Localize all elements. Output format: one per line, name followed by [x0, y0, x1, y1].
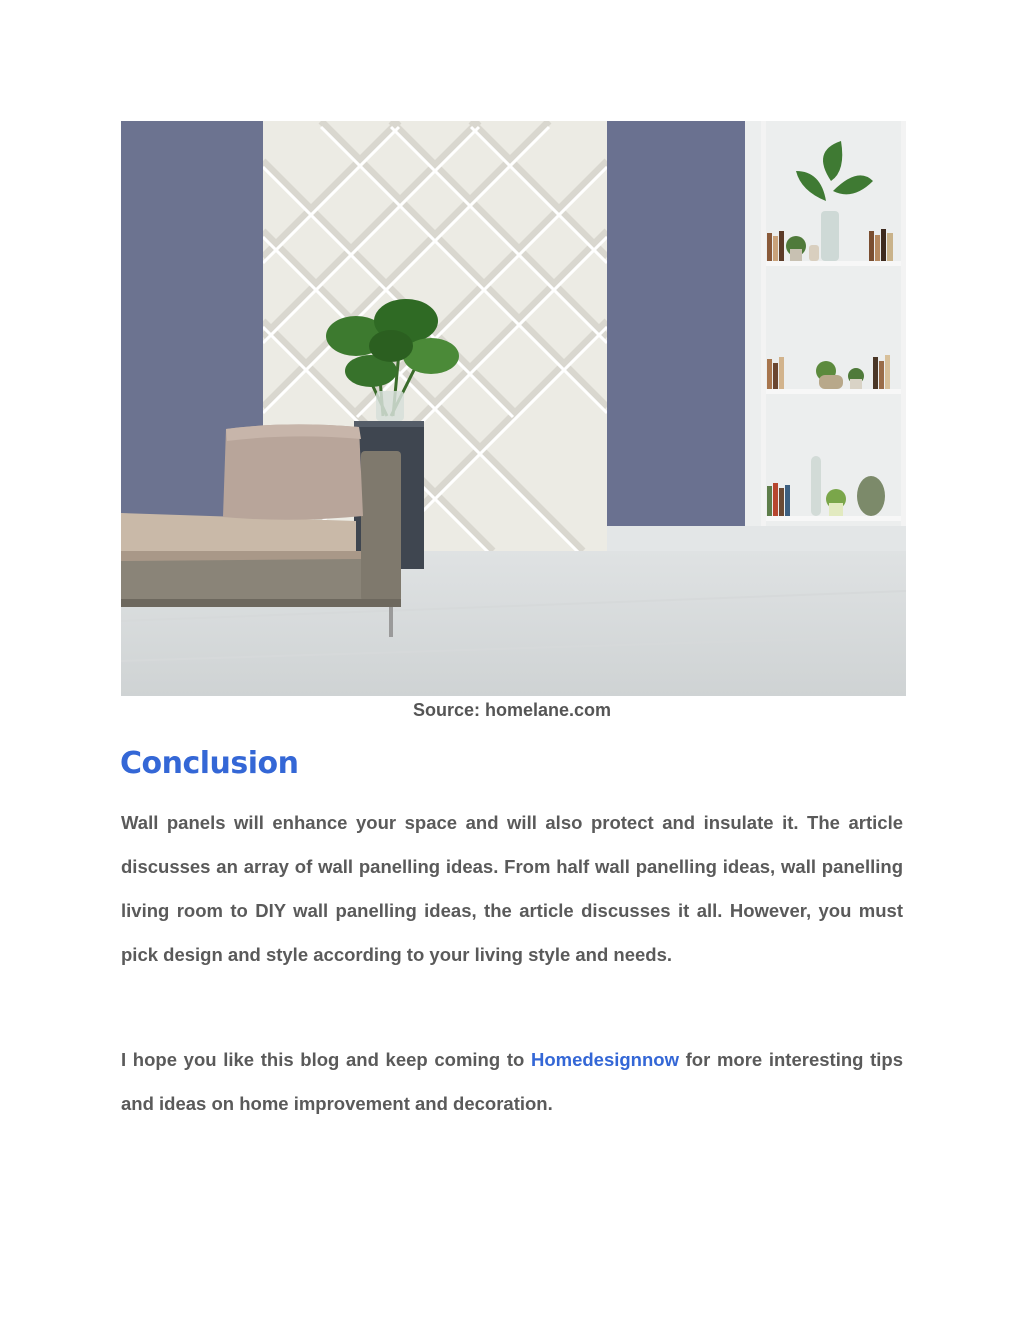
closing-text-end: for more interesting tips and ideas on home improvement and decoration. [121, 1049, 903, 1114]
image-caption: Source: homelane.com [412, 700, 612, 720]
conclusion-paragraph: Wall panels will enhance your space and will also protect and insulate it. The article discusses an array of wall panelling ideas. From half wall panelling ideas, wall panelling living room to DIY wall panelling ideas, the article discusses it all. However, you must pick design and style according to your living style and needs. [121, 812, 903, 965]
closing-paragraph [121, 1038, 903, 1126]
section-heading: Conclusion [120, 746, 299, 781]
living-room-photo [121, 121, 906, 696]
closing-text-start: I hope you like this blog and keep coming to [121, 1049, 531, 1070]
homedesignnow-link[interactable]: Homedesignnow [530, 1049, 679, 1070]
